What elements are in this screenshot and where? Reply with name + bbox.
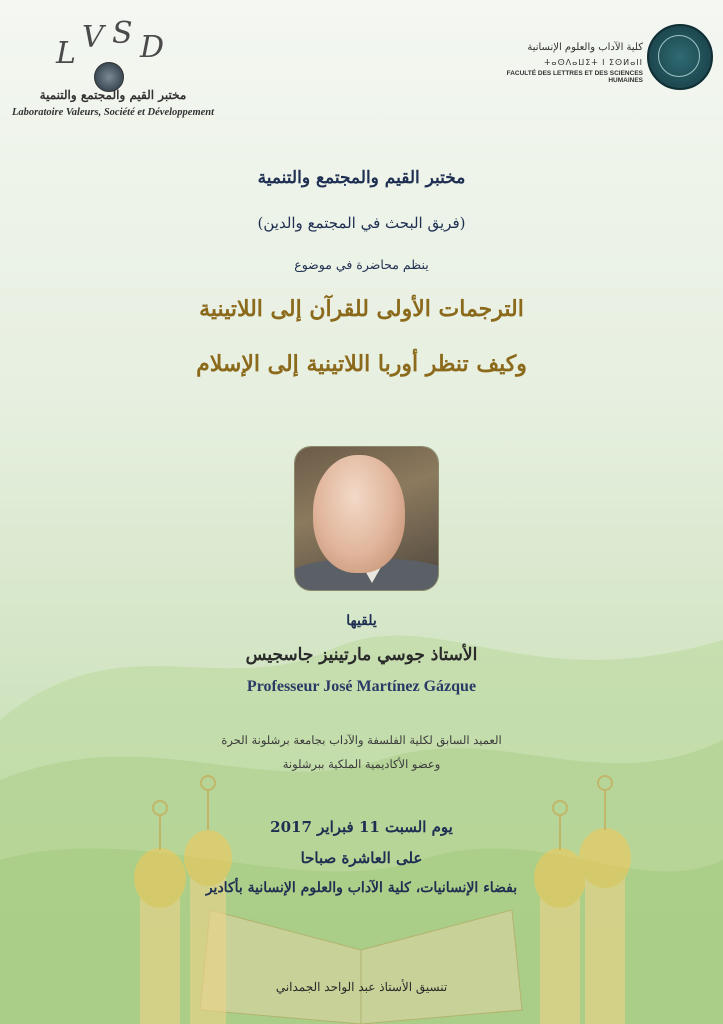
presenter-title-2: وعضو الأكاديمية الملكية ببرشلونة	[282, 757, 441, 771]
lab-logo	[8, 14, 215, 118]
presenter-name-ar: الأستاذ جوسي مارتينيز جاسجيس	[245, 645, 478, 665]
lab-title: مختبر القيم والمجتمع والتنمية	[257, 168, 466, 188]
faculty-name-tifinagh: ⵜⴰⵙⴷⴰⵡⵉⵜ ⵏ ⵉⵙⵍⴰⵏⵏ	[544, 58, 643, 67]
lab-name-fr: Laboratoire Valeurs, Société et Développement	[11, 107, 215, 118]
event-time: على العاشرة صباحا	[300, 849, 423, 867]
organizes-lecture: ينظم محاضرة في موضوع	[294, 257, 429, 272]
logo-letter: D	[140, 30, 165, 65]
lecture-topic-line2: وكيف تنظر أوربا اللاتينية إلى الإسلام	[196, 351, 527, 377]
research-team: (فريق البحث في المجتمع والدين)	[257, 214, 466, 232]
faculty-name-fr: FACULTÉ DES LETTRES ET DES SCIENCES HUMAINES	[506, 70, 643, 84]
logo-letter: S	[112, 16, 133, 51]
event-venue: بفضاء الإنسانيات، كلية الآداب والعلوم الإنسانية بأكادير	[205, 880, 518, 896]
faculty-name-ar: كلية الآداب والعلوم الإنسانية	[527, 42, 643, 53]
presenter-label: يلقيها	[346, 613, 377, 629]
logo-letter: V	[82, 20, 104, 55]
coordination-credit: تنسيق الأستاذ عبد الواحد الجمداني	[275, 980, 448, 994]
presenter-photo	[295, 447, 438, 590]
seal-inner-ring	[658, 35, 700, 77]
lab-name-ar: مختبر القيم والمجتمع والتنمية	[39, 88, 187, 102]
logo-letter: L	[56, 36, 76, 71]
university-seal-icon	[647, 24, 713, 90]
presenter-name-fr: Professeur José Martínez Gázque	[246, 678, 477, 695]
event-date: يوم السبت 11 فبراير 2017	[270, 818, 453, 836]
lecture-topic-line1: الترجمات الأولى للقرآن إلى اللاتينية	[199, 296, 524, 322]
presenter-title-1: العميد السابق لكلية الفلسفة والآداب بجامعة برشلونة الحرة	[221, 733, 502, 747]
photo-head	[313, 455, 405, 573]
faculty-logo	[506, 22, 713, 102]
